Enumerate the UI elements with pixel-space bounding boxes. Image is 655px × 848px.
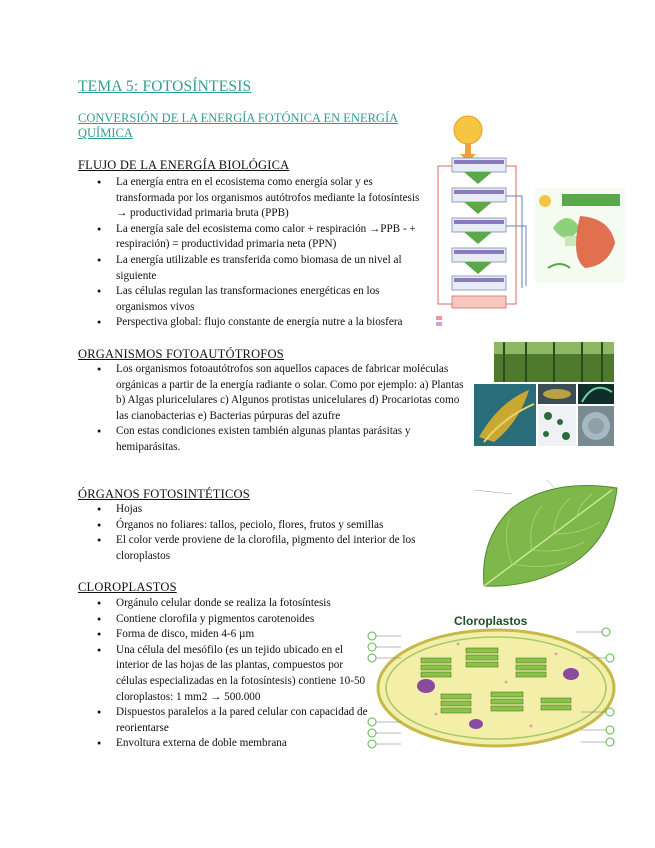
energy-flow-diagram [430, 108, 630, 333]
list-item: ● El color verde proviene de la clorofila, pigmento del interior de los cloroplastos [78, 533, 448, 564]
list-item: ● La energía entra en el ecosistema como energía solar y es transformada por los organismos autótrofos mediante la fotosíntesis → productividad primaria bruta (PPB) [78, 175, 420, 222]
list-item: ● Las células regulan las transformaciones energéticas en los organismos vivos [78, 284, 420, 315]
organos-list [78, 502, 448, 564]
list-item: ● Dispuestos paralelos a la pared celular con capacidad de reorientarse [78, 705, 368, 736]
organisms-photo-collage [474, 342, 614, 446]
section-heading-cloroplastos: CLOROPLASTOS [78, 580, 177, 594]
list-item: ● Con estas condiciones existen también algunas plantas parásitas y hemiparásitas. [78, 424, 468, 455]
chloroplast-figure-title: Cloroplastos [454, 614, 528, 628]
page-subtitle: CONVERSIÓN DE LA ENERGÍA FOTÓNICA EN ENERGÍA QUÍMICA [78, 111, 399, 140]
organismos-list [78, 362, 468, 456]
section-heading-organos: ÓRGANOS FOTOSINTÉTICOS [78, 487, 250, 501]
flujo-list [78, 175, 420, 331]
cloroplastos-list [78, 596, 368, 752]
list-item: ● Órganos no foliares: tallos, peciolo, flores, frutos y semillas [78, 518, 448, 534]
list-item: ● Envoltura externa de doble membrana [78, 736, 368, 752]
list-item: ● Forma de disco, miden 4-6 µm [78, 627, 368, 643]
list-item: ● Contiene clorofila y pigmentos carotenoides [78, 612, 408, 628]
list-item: ● Hojas [78, 502, 448, 518]
page-title: TEMA 5: FOTOSÍNTESIS [78, 78, 252, 95]
list-item: ● Los organismos fotoautótrofos son aquellos capaces de fabricar moléculas orgánicas a partir de la energía radiante o solar. Como por ejemplo: a) Plantas b) Algas pluricelulares c) Algunos protistas unicelulares d) Procariotas como las cianobacterias e) Bacterias púrpuras del azufre [78, 362, 468, 424]
list-item: ● Perspectiva global: flujo constante de energía nutre a la biosfera [78, 315, 440, 331]
chloroplast-diagram [366, 614, 622, 754]
section-heading-organismos: ORGANISMOS FOTOAUTÓTROFOS [78, 347, 284, 361]
list-item: ● Una célula del mesófilo (es un tejido ubicado en el interior de las hojas de las plantas, compuestos por células especializadas en la fotosíntesis) contiene 10-50 cloroplastos: 1 mm2 → 500.000 [78, 643, 368, 705]
list-item: ● Orgánulo celular donde se realiza la fotosíntesis [78, 596, 408, 612]
leaf-image [472, 478, 622, 590]
section-heading-flujo: FLUJO DE LA ENERGÍA BIOLÓGICA [78, 158, 290, 172]
list-item: ● La energía utilizable es transferida como biomasa de un nivel al siguiente [78, 253, 420, 284]
list-item: ● La energía sale del ecosistema como calor + respiración →PPB - + respiración) = productividad primaria neta (PPN) [78, 222, 420, 253]
